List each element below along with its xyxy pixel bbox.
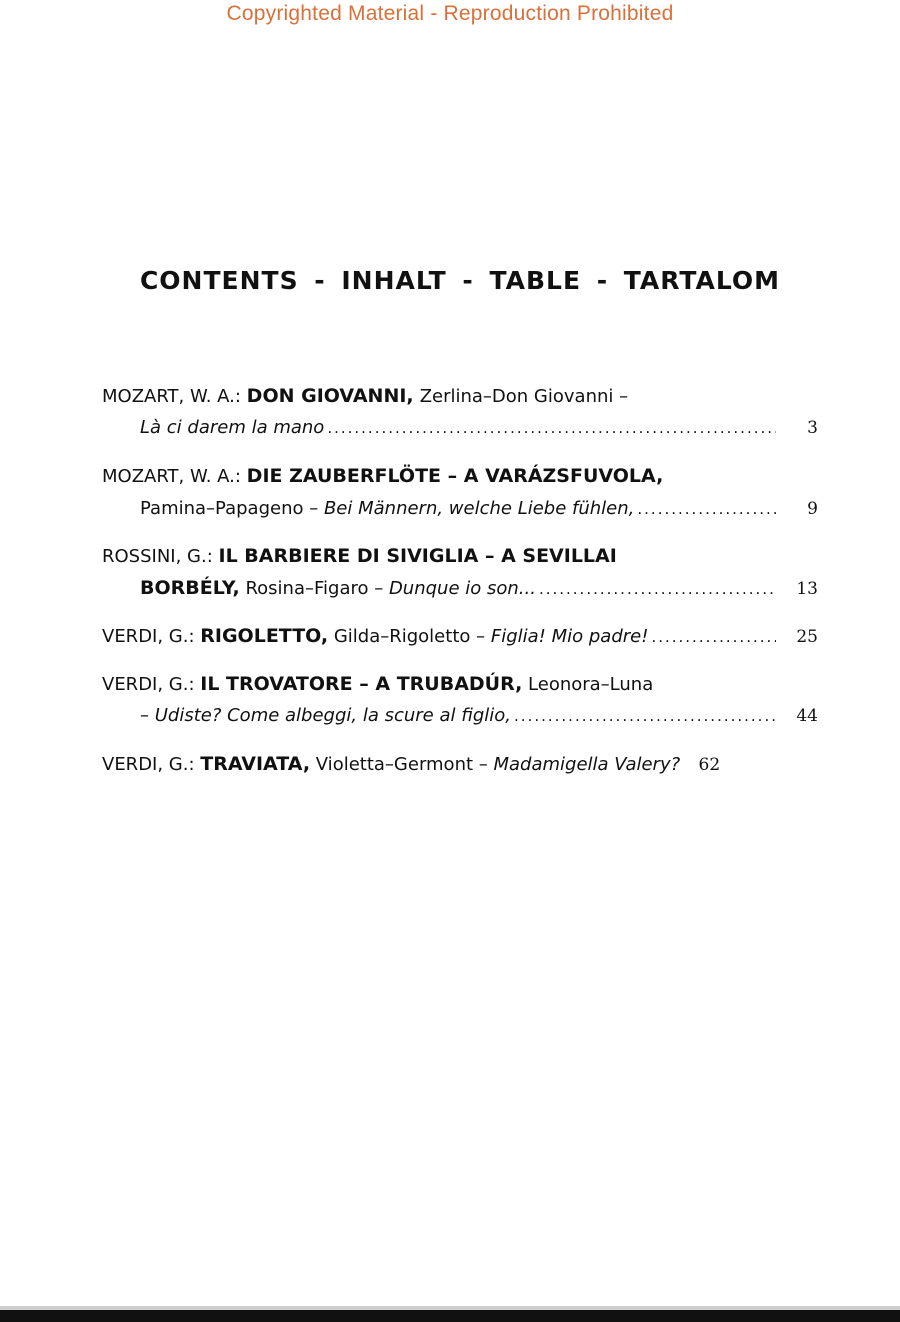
toc-roles: Pamina–Papageno – [140, 498, 324, 519]
toc-aria: Bei Männern, welche Liebe fühlen, [323, 498, 635, 519]
toc-page-number: 25 [796, 627, 818, 647]
toc-aria: Là ci darem la mano [140, 417, 325, 438]
toc-opera-title: DON GIOVANNI, [246, 385, 414, 407]
toc-entry-line [102, 620, 818, 652]
toc-composer: ROSSINI, G.: [102, 546, 219, 567]
toc-opera-title: RIGOLETTO, [200, 625, 329, 647]
toc-entry-line [102, 748, 818, 780]
toc-composer: VERDI, G.: [102, 674, 201, 695]
toc-entry[interactable] [102, 620, 818, 652]
toc-aria: Figlia! Mio padre! [490, 626, 649, 647]
toc-aria: Madamigella Valery? [493, 754, 681, 775]
toc-page-number: 44 [796, 706, 818, 726]
table-of-contents [102, 380, 818, 796]
toc-roles: Gilda–Rigoletto – [328, 626, 491, 647]
copyright-watermark: Copyrighted Material - Reproduction Prohibited [226, 2, 674, 25]
toc-aria: – Udiste? Come albeggi, la scure al figlio, [140, 705, 512, 726]
toc-page-number: 62 [698, 755, 721, 775]
toc-roles: Leonora–Luna [522, 674, 654, 695]
toc-opera-title: DIE ZAUBERFLÖTE – A VARÁZSFUVOLA, [246, 465, 664, 487]
toc-roles: Zerlina–Don Giovanni – [419, 386, 629, 407]
toc-entry-line [102, 460, 818, 492]
toc-composer: VERDI, G.: [102, 754, 201, 775]
toc-entry-text [140, 492, 634, 524]
toc-entry-text [102, 620, 648, 652]
toc-entry[interactable] [102, 380, 818, 444]
toc-entry-text [140, 572, 536, 604]
toc-entry-line [102, 380, 818, 412]
toc-entry-line [102, 668, 818, 700]
toc-entry-line [102, 412, 818, 444]
page-title: CONTENTS - INHALT - TABLE - TARTALOM [139, 266, 781, 295]
toc-entry-line [102, 700, 818, 732]
dot-leader [651, 621, 776, 652]
toc-entry[interactable] [102, 460, 818, 524]
toc-roles: Violetta–Germont – [310, 754, 494, 775]
toc-entry-line [102, 540, 818, 572]
toc-roles: Rosina–Figaro – [239, 578, 389, 599]
toc-composer: VERDI, G.: [102, 626, 201, 647]
dot-leader [637, 493, 776, 524]
toc-entry-line [102, 492, 818, 524]
toc-entry-line [102, 572, 818, 604]
toc-page-number: 3 [807, 418, 818, 438]
page-bottom-border [0, 1310, 900, 1322]
toc-entry[interactable] [102, 540, 818, 604]
toc-page-number: 9 [807, 499, 818, 519]
toc-entry-text [102, 748, 680, 780]
toc-composer: MOZART, W. A.: [102, 386, 247, 407]
dot-leader [514, 700, 776, 732]
dot-leader [327, 412, 776, 444]
toc-opera-title: IL BARBIERE DI SIVIGLIA – A SEVILLAI [218, 545, 617, 567]
toc-page-number: 13 [796, 579, 818, 599]
toc-opera-title: IL TROVATORE – A TRUBADÚR, [200, 673, 523, 695]
toc-opera-title: TRAVIATA, [200, 753, 311, 775]
toc-entry[interactable] [102, 748, 818, 780]
toc-aria: Dunque io son... [388, 578, 536, 599]
toc-composer: MOZART, W. A.: [102, 466, 247, 487]
toc-entry[interactable] [102, 668, 818, 732]
dot-leader [539, 573, 776, 604]
toc-opera-title-continued: BORBÉLY, [140, 577, 240, 599]
